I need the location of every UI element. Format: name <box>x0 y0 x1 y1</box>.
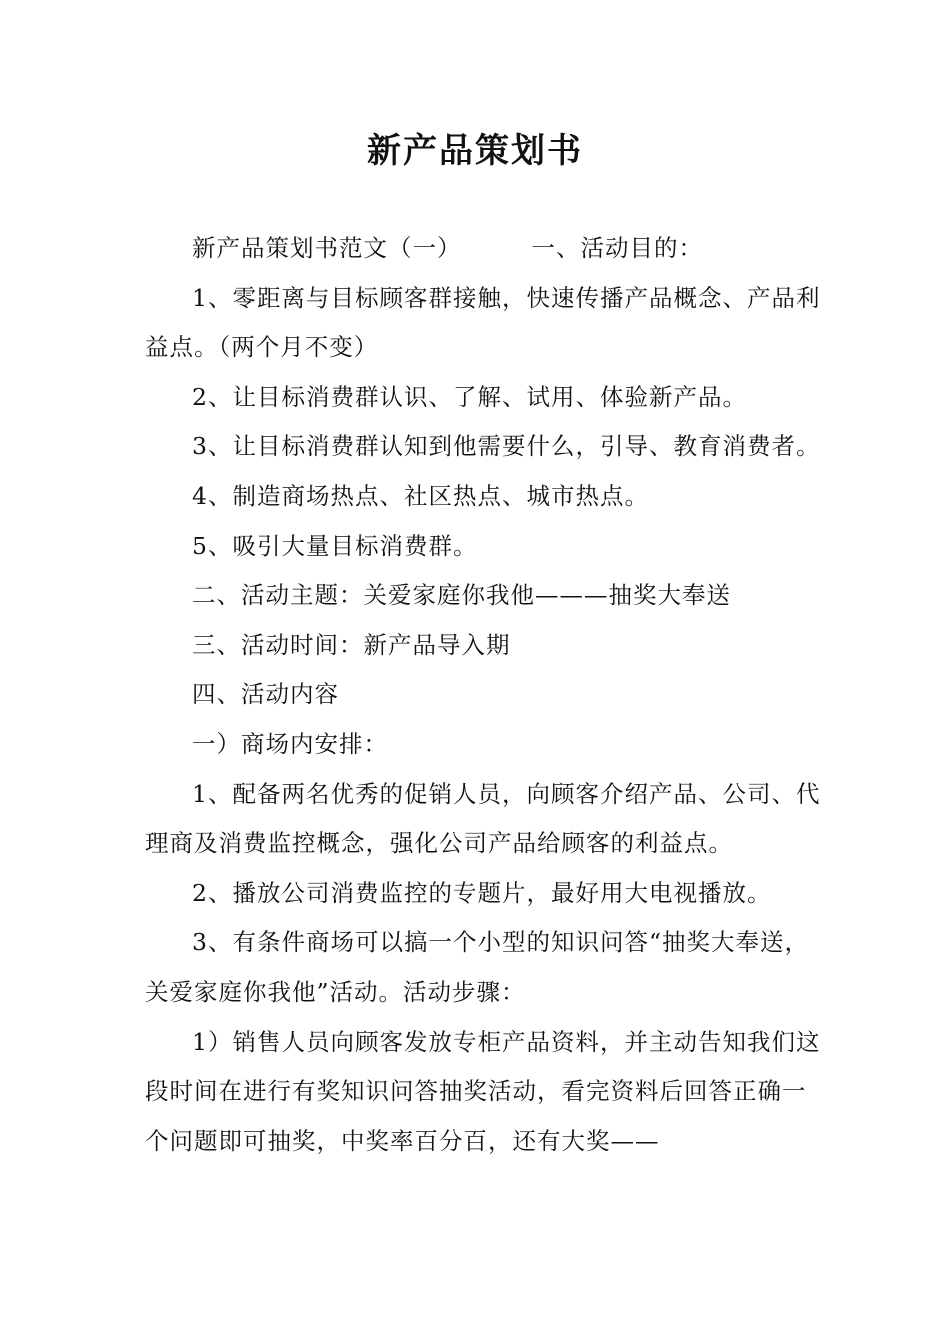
paragraph-purpose-5: 5、吸引大量目标消费群。 <box>192 531 478 560</box>
intro-right-text: 一、活动目的： <box>531 234 703 262</box>
paragraph-content-heading: 四、活动内容 <box>192 680 339 709</box>
paragraph-mall-arrangement: 一）商场内安排： <box>192 729 388 758</box>
document-body <box>145 224 825 1166</box>
paragraph-mall-3: 3、有条件商场可以搞一个小型的知识问答“抽奖大奉送，关爱家庭你我他”活动。活动步骤： <box>145 928 809 1006</box>
paragraph-theme: 二、活动主题：关爱家庭你我他———抽奖大奉送 <box>192 581 731 610</box>
paragraph-mall-1: 1、配备两名优秀的促销人员，向顾客介绍产品、公司、代理商及消费监控概念，强化公司产品给顾客的利益点。 <box>145 779 821 858</box>
paragraph-purpose-4: 4、制造商场热点、社区热点、城市热点。 <box>192 481 649 510</box>
paragraph-step-1: 1）销售人员向顾客发放专柜产品资料，并主动告知我们这段时间在进行有奖知识问答抽奖活动，看完资料后回答正确一个问题即可抽奖，中奖率百分百，还有大奖—— <box>145 1027 821 1155</box>
intro-paragraph <box>145 224 825 274</box>
paragraph-purpose-2: 2、让目标消费群认识、了解、试用、体验新产品。 <box>192 382 747 411</box>
document-title: 新产品策划书 <box>367 131 583 171</box>
paragraph-mall-2: 2、播放公司消费监控的专题片，最好用大电视播放。 <box>192 878 772 907</box>
paragraph-purpose-3: 3、让目标消费群认知到他需要什么，引导、教育消费者。 <box>192 432 821 461</box>
intro-left-text: 新产品策划书范文（一） <box>192 234 462 262</box>
paragraph-time: 三、活动时间：新产品导入期 <box>192 630 511 659</box>
paragraph-purpose-1: 1、零距离与目标顾客群接触，快速传播产品概念、产品利益点。（两个月不变） <box>145 283 821 362</box>
